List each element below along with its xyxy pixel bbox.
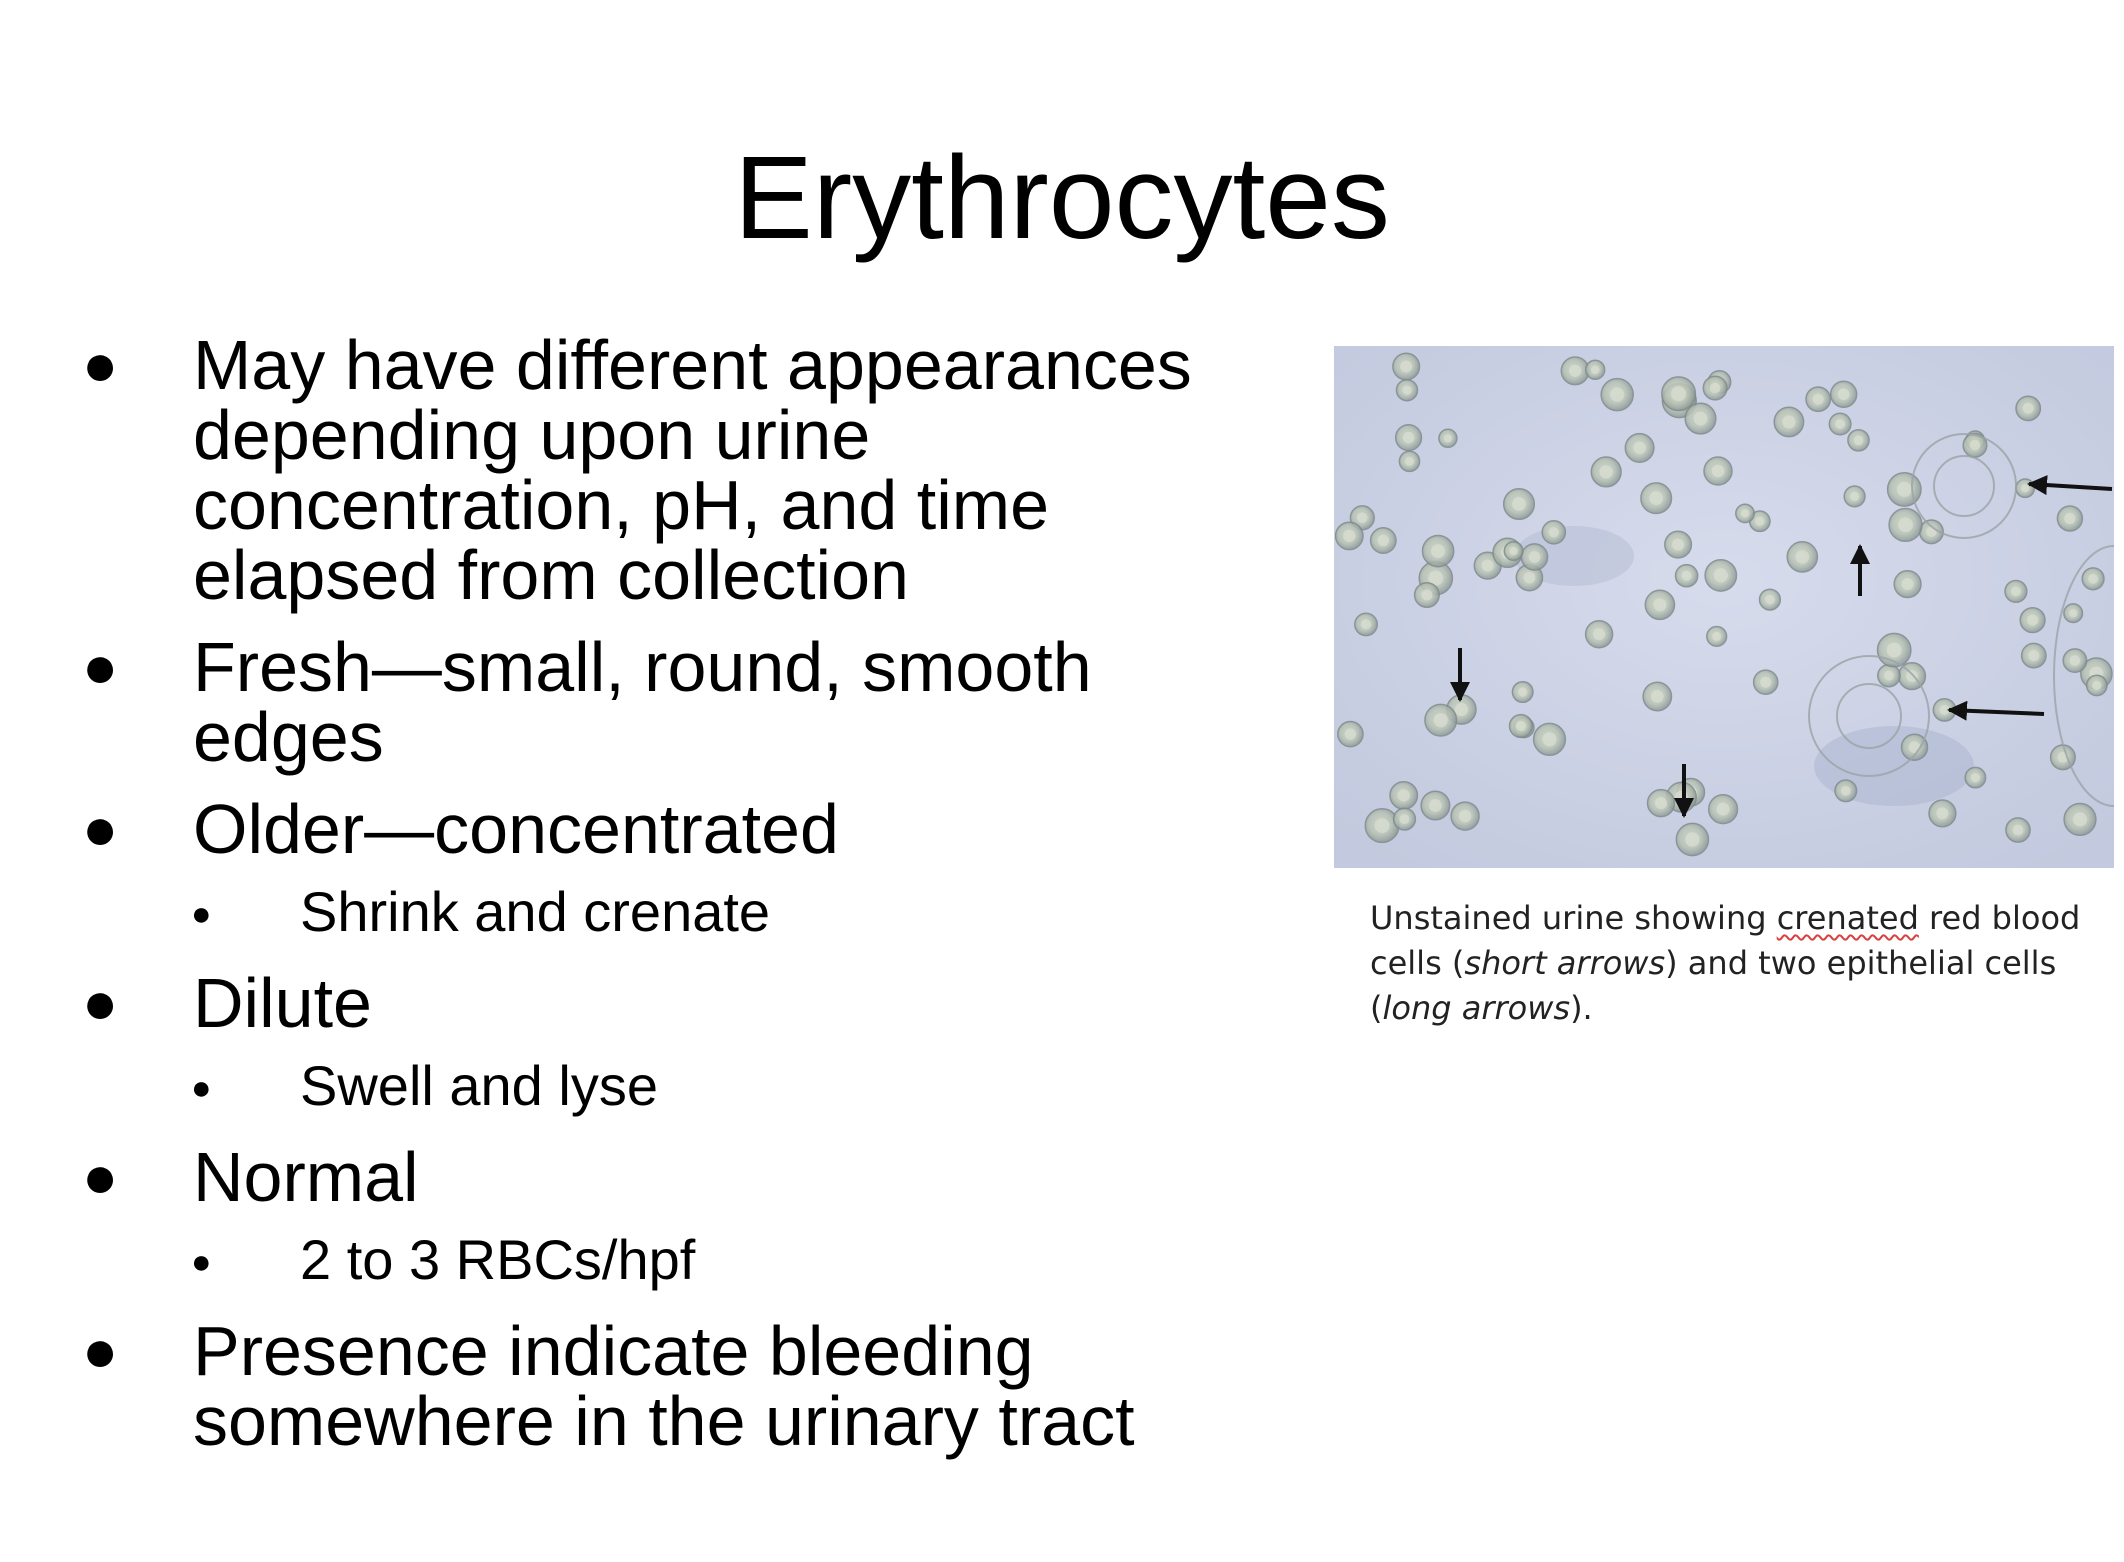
micrograph-icon	[1334, 346, 2114, 868]
blood-cell-center	[1897, 482, 1912, 497]
blood-cell-center	[1712, 465, 1725, 478]
blood-cell-center	[1542, 732, 1556, 746]
caption-text: ) and two epithelial cells (	[1370, 944, 2057, 1027]
blood-cell-center	[1610, 387, 1624, 401]
bullet-line: Presence indicate bleeding	[193, 1312, 1034, 1390]
blood-cell-center	[1518, 687, 1527, 696]
blood-cell-center	[1345, 728, 1356, 739]
bullet-dot-icon: ●	[82, 795, 119, 862]
blood-cell-center	[1796, 550, 1810, 564]
blood-cell-center	[1434, 713, 1448, 727]
blood-cell-center	[1569, 365, 1581, 377]
sub-bullet-item	[78, 880, 1278, 944]
bullet-line: somewhere in the urinary tract	[193, 1382, 1135, 1460]
bullet-dot-icon: ●	[82, 969, 119, 1036]
blood-cell-center	[1633, 442, 1646, 455]
blood-cell-center	[1403, 432, 1415, 444]
blood-cell-center	[1429, 799, 1442, 812]
blood-cell-center	[1375, 818, 1390, 833]
blood-cell-center	[1402, 386, 1411, 395]
blood-cell-center	[1444, 434, 1452, 442]
bullet-dot-icon: ●	[82, 633, 119, 700]
blood-cell-center	[1714, 568, 1728, 582]
caption-text: ).	[1570, 989, 1593, 1027]
blood-cell-center	[1400, 361, 1412, 373]
slide-title: Erythrocytes	[734, 132, 1390, 264]
blood-cell-center	[1835, 419, 1845, 429]
blood-cell-center	[1516, 721, 1526, 731]
blood-cell-center	[1671, 386, 1686, 401]
blood-cell-center	[2069, 609, 2077, 617]
blood-cell-center	[2088, 574, 2098, 584]
sub-bullet-text: Shrink and crenate	[300, 880, 771, 943]
bullet-dot-icon: ●	[82, 1143, 119, 1210]
blood-cell-center	[1405, 457, 1414, 466]
sub-bullet-text: Swell and lyse	[300, 1054, 658, 1117]
blood-cell-center	[1710, 383, 1721, 394]
caption-text: red blood cells (	[1370, 899, 2081, 982]
blood-cell-center	[1593, 628, 1605, 640]
bullet-line: edges	[193, 698, 384, 776]
sub-bullet-dot-icon: ●	[191, 1069, 212, 1107]
blood-cell-center	[1936, 807, 1948, 819]
blood-cell-center	[1378, 535, 1389, 546]
blood-cell-center	[1887, 643, 1902, 658]
sub-bullet-dot-icon: ●	[191, 895, 212, 933]
blood-cell-center	[1838, 389, 1850, 401]
blood-cell-center	[1765, 595, 1774, 604]
blood-cell-center	[1854, 436, 1864, 446]
blood-cell-center	[1841, 786, 1851, 796]
blood-cell-center	[1357, 513, 1368, 524]
bullet-line: Fresh—small, round, smooth	[193, 628, 1092, 706]
blood-cell-center	[1672, 539, 1684, 551]
blood-cell-center	[2070, 655, 2081, 666]
blood-cell-center	[2021, 484, 2029, 492]
blood-cell-center	[1940, 705, 1950, 715]
caption-italic: short arrows	[1464, 944, 1666, 982]
blood-cell-center	[2073, 812, 2087, 826]
sub-bullet-item	[78, 1054, 1278, 1118]
blood-cell-center	[1971, 773, 1980, 782]
blood-cell-center	[1482, 560, 1494, 572]
bullet-item	[78, 1138, 1278, 1216]
blood-cell-center	[2064, 513, 2075, 524]
blood-cell-center	[1850, 492, 1859, 501]
bullet-dot-icon: ●	[82, 1317, 119, 1384]
blood-cell-center	[1694, 412, 1708, 426]
caption-text: Unstained urine showing	[1370, 899, 1777, 937]
blood-cell-center	[1902, 578, 1914, 590]
blood-cell-center	[2027, 615, 2038, 626]
bullet-line: depending upon urine	[193, 396, 871, 474]
blood-cell-center	[1400, 814, 1410, 824]
blood-cell-center	[1755, 517, 1764, 526]
bullet-line: Dilute	[193, 964, 372, 1042]
blood-cell-center	[1760, 677, 1771, 688]
bullet-item	[78, 628, 1278, 776]
bullet-item	[78, 964, 1278, 1042]
bullet-item	[78, 790, 1278, 868]
bullet-line: Older—concentrated	[193, 790, 839, 868]
blood-cell-center	[1600, 465, 1613, 478]
blood-cell-center	[1421, 590, 1432, 601]
micrograph-image	[1334, 346, 2114, 868]
blood-cell-center	[2023, 403, 2034, 414]
blood-cell-center	[1361, 619, 1371, 629]
blood-cell-center	[2013, 825, 2024, 836]
blood-cell-center	[1884, 671, 1894, 681]
blood-cell-center	[1970, 440, 1981, 451]
blood-cell-center	[1343, 530, 1355, 542]
blood-cell-center	[1524, 572, 1536, 584]
blood-cell-center	[2092, 681, 2101, 690]
blood-cell-center	[1509, 547, 1517, 555]
figure-caption	[1370, 896, 2090, 1031]
bullet-item	[78, 1312, 1278, 1460]
blood-cell-center	[2011, 587, 2021, 597]
blood-cell-center	[1459, 810, 1472, 823]
blood-cell-center	[1655, 797, 1667, 809]
blood-cell-center	[1682, 571, 1692, 581]
blood-cell-center	[1651, 690, 1664, 703]
blood-cell-center	[1529, 551, 1541, 563]
blood-cell-center	[1782, 415, 1795, 428]
bullet-line: elapsed from collection	[193, 536, 909, 614]
bullet-line: concentration, pH, and time	[193, 466, 1050, 544]
blood-cell-center	[1455, 703, 1468, 716]
blood-cell-center	[1512, 497, 1526, 511]
blood-cell-center	[1898, 518, 1913, 533]
bullet-item	[78, 326, 1278, 614]
blood-cell-center	[1813, 394, 1824, 405]
blood-cell-center	[1398, 789, 1410, 801]
blood-cell-center	[1741, 509, 1749, 517]
blood-cell-center	[1685, 832, 1699, 846]
sub-bullet-text: 2 to 3 RBCs/hpf	[300, 1228, 696, 1291]
blood-cell-center	[1712, 632, 1721, 641]
blood-cell-center	[1653, 598, 1666, 611]
caption-underlined-word: crenated	[1776, 899, 1919, 937]
caption-italic: long arrows	[1382, 989, 1571, 1027]
sub-bullet-dot-icon: ●	[191, 1243, 212, 1281]
blood-cell-center	[1675, 791, 1688, 804]
bullet-line: May have different appearances	[193, 326, 1192, 404]
bullet-list	[78, 326, 1278, 1476]
sub-bullet-item	[78, 1228, 1278, 1292]
blood-cell-center	[2028, 650, 2039, 661]
blood-cell-center	[1431, 544, 1445, 558]
blood-cell-center	[1549, 527, 1559, 537]
blood-cell-center	[1649, 491, 1663, 505]
blood-cell-center	[1717, 803, 1730, 816]
bullet-dot-icon: ●	[82, 331, 119, 398]
blood-cell-center	[1591, 366, 1600, 375]
bullet-line: Normal	[193, 1138, 419, 1216]
